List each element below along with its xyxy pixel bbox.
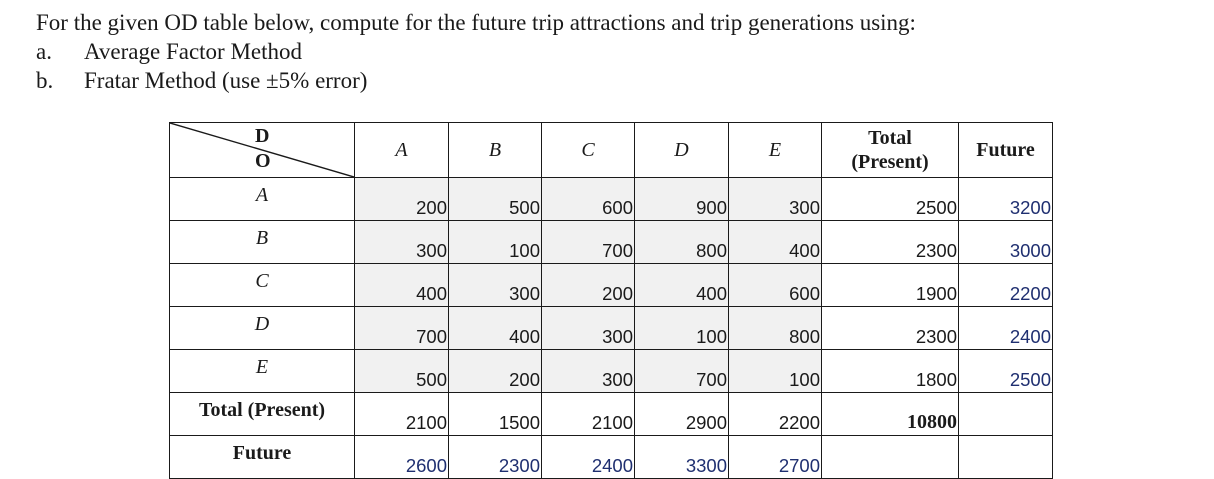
cell-d-future: 2400 bbox=[959, 307, 1053, 350]
column-header-c: C bbox=[542, 123, 635, 178]
empty-cell bbox=[822, 436, 959, 479]
question-text bbox=[36, 8, 916, 95]
cell-c-e: 600 bbox=[729, 264, 822, 307]
header-row bbox=[170, 123, 1053, 178]
empty-cell bbox=[959, 393, 1053, 436]
cell-d-c: 300 bbox=[542, 307, 635, 350]
cell-b-future: 3000 bbox=[959, 221, 1053, 264]
future-c: 2400 bbox=[542, 436, 635, 479]
cell-e-future: 2500 bbox=[959, 350, 1053, 393]
item-a-marker: a. bbox=[36, 39, 52, 64]
question-prompt: For the given OD table below, compute for the future trip attractions and trip generations using: bbox=[36, 10, 916, 35]
row-header-e: E bbox=[170, 350, 355, 393]
cell-d-total: 2300 bbox=[822, 307, 959, 350]
cell-e-b: 200 bbox=[449, 350, 542, 393]
future-row bbox=[170, 436, 1053, 479]
total-header-line1: Total bbox=[868, 127, 912, 149]
cell-c-b: 300 bbox=[449, 264, 542, 307]
future-d: 3300 bbox=[635, 436, 729, 479]
cell-c-total: 1900 bbox=[822, 264, 959, 307]
item-b-marker: b. bbox=[36, 68, 54, 93]
origin-label: O bbox=[255, 150, 271, 172]
cell-d-e: 800 bbox=[729, 307, 822, 350]
column-header-b: B bbox=[449, 123, 542, 178]
table-row bbox=[170, 307, 1053, 350]
column-header-d: D bbox=[635, 123, 729, 178]
cell-d-b: 400 bbox=[449, 307, 542, 350]
item-b bbox=[36, 66, 916, 95]
table-row bbox=[170, 221, 1053, 264]
row-header-a: A bbox=[170, 178, 355, 221]
row-header-c: C bbox=[170, 264, 355, 307]
table-row bbox=[170, 178, 1053, 221]
cell-d-a: 700 bbox=[355, 307, 449, 350]
empty-cell bbox=[959, 436, 1053, 479]
item-a-text: Average Factor Method bbox=[84, 39, 302, 64]
total-d: 2900 bbox=[635, 393, 729, 436]
cell-a-b: 500 bbox=[449, 178, 542, 221]
total-header-line2: (Present) bbox=[851, 151, 929, 173]
cell-c-future: 2200 bbox=[959, 264, 1053, 307]
cell-d-d: 100 bbox=[635, 307, 729, 350]
item-b-text: Fratar Method (use ±5% error) bbox=[84, 68, 368, 93]
row-header-total-present: Total (Present) bbox=[170, 393, 355, 436]
destination-label: D bbox=[255, 125, 270, 147]
row-header-future: Future bbox=[170, 436, 355, 479]
cell-e-total: 1800 bbox=[822, 350, 959, 393]
cell-b-c: 700 bbox=[542, 221, 635, 264]
column-header-a: A bbox=[355, 123, 449, 178]
cell-c-c: 200 bbox=[542, 264, 635, 307]
cell-a-d: 900 bbox=[635, 178, 729, 221]
cell-e-d: 700 bbox=[635, 350, 729, 393]
total-e: 2200 bbox=[729, 393, 822, 436]
cell-b-a: 300 bbox=[355, 221, 449, 264]
total-a: 2100 bbox=[355, 393, 449, 436]
cell-a-a: 200 bbox=[355, 178, 449, 221]
row-header-b: B bbox=[170, 221, 355, 264]
row-header-d: D bbox=[170, 307, 355, 350]
cell-b-e: 400 bbox=[729, 221, 822, 264]
total-c: 2100 bbox=[542, 393, 635, 436]
corner-cell bbox=[170, 123, 355, 178]
column-header-total-present bbox=[822, 123, 959, 178]
total-present-row bbox=[170, 393, 1053, 436]
cell-e-e: 100 bbox=[729, 350, 822, 393]
table-row bbox=[170, 264, 1053, 307]
cell-c-a: 400 bbox=[355, 264, 449, 307]
cell-e-c: 300 bbox=[542, 350, 635, 393]
table-row bbox=[170, 350, 1053, 393]
od-table bbox=[169, 122, 1053, 479]
future-a: 2600 bbox=[355, 436, 449, 479]
cell-a-future: 3200 bbox=[959, 178, 1053, 221]
cell-a-total: 2500 bbox=[822, 178, 959, 221]
cell-e-a: 500 bbox=[355, 350, 449, 393]
future-b: 2300 bbox=[449, 436, 542, 479]
cell-a-c: 600 bbox=[542, 178, 635, 221]
cell-a-e: 300 bbox=[729, 178, 822, 221]
item-a bbox=[36, 37, 916, 66]
total-b: 1500 bbox=[449, 393, 542, 436]
future-e: 2700 bbox=[729, 436, 822, 479]
cell-b-d: 800 bbox=[635, 221, 729, 264]
column-header-future: Future bbox=[959, 123, 1053, 178]
column-header-e: E bbox=[729, 123, 822, 178]
cell-c-d: 400 bbox=[635, 264, 729, 307]
cell-b-b: 100 bbox=[449, 221, 542, 264]
grand-total: 10800 bbox=[822, 393, 959, 436]
cell-b-total: 2300 bbox=[822, 221, 959, 264]
